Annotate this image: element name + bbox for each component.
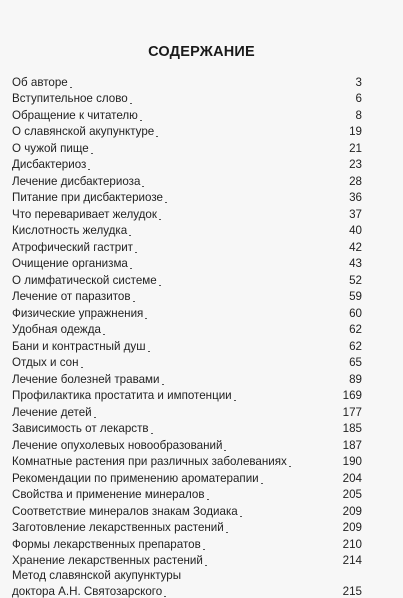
toc-entry — [12, 237, 362, 254]
toc-entry — [12, 468, 362, 485]
toc-entry-page: 205 — [342, 488, 362, 501]
toc-entry — [12, 221, 362, 238]
toc-entry-title: Соответствие минералов знакам Зодиака — [12, 504, 238, 518]
toc-entry — [12, 303, 362, 320]
toc-entry-page: 62 — [349, 339, 362, 353]
toc-entry — [12, 567, 362, 598]
toc-entry — [12, 270, 362, 287]
toc-entry-title: Лечение опухолевых новообразований — [12, 438, 223, 452]
toc-entry-title: Атрофический гастрит — [12, 240, 133, 254]
toc-entry-title: Кислотность желудка — [12, 224, 128, 237]
toc-entry-title: Очищение организма — [12, 257, 128, 270]
toc-entry-page: 37 — [349, 207, 362, 221]
toc-entry-page: 21 — [349, 141, 362, 155]
toc-entry-title: Об авторе — [12, 75, 68, 89]
toc-entry — [12, 287, 362, 304]
toc-entry-page: 89 — [349, 372, 362, 386]
toc-entry-title: Дисбактериоз — [12, 158, 87, 171]
toc-entry-title: Формы лекарственных препаратов — [12, 537, 201, 551]
toc-entry-title: Хранение лекарственных растений — [12, 554, 203, 567]
toc-entry — [12, 188, 362, 205]
toc-entry — [12, 485, 362, 502]
toc-entry-page: 42 — [349, 240, 362, 254]
toc-entry — [12, 336, 362, 353]
toc-entry-title: Комнатные растения при различных заболеваниях — [12, 455, 287, 468]
toc-entry-title: Питание при дисбактериозе — [12, 191, 163, 204]
toc-entry-title: Свойства и применение минералов — [12, 488, 205, 501]
toc-entry — [12, 452, 362, 469]
toc-entry — [12, 501, 362, 518]
toc-entry-page: 190 — [342, 455, 362, 468]
toc-entry — [12, 138, 362, 155]
toc-entry-page: 8 — [355, 108, 362, 122]
toc-entry — [12, 386, 362, 403]
toc-entry-title: О чужой пище — [12, 141, 89, 155]
toc-entry — [12, 254, 362, 271]
toc-entry-page: 210 — [342, 537, 362, 551]
toc-entry-title: Профилактика простатита и импотенции — [12, 389, 232, 402]
toc-entry-title: Лечение дисбактериоза — [12, 174, 141, 188]
toc-entry-page: 214 — [342, 554, 362, 567]
toc-entry — [12, 122, 362, 139]
toc-entry — [12, 402, 362, 419]
toc-entry — [12, 551, 362, 568]
toc-entry — [12, 518, 362, 535]
toc-entry-page: 36 — [349, 191, 362, 204]
toc-entry-title: Обращение к читателю — [12, 108, 138, 122]
toc-entry — [12, 419, 362, 436]
toc-entry — [12, 171, 362, 188]
table-of-contents — [12, 72, 362, 598]
toc-entry-page: 209 — [342, 521, 362, 534]
toc-entry-title: Зависимость от лекарств — [12, 422, 149, 435]
toc-entry-title: Рекомендации по применению ароматерапии — [12, 471, 259, 485]
toc-entry-title: Удобная одежда — [12, 323, 101, 336]
toc-entry-page: 52 — [349, 273, 362, 287]
toc-entry-title: Лечение от паразитов — [12, 290, 131, 303]
toc-entry — [12, 534, 362, 551]
toc-entry-page: 6 — [355, 92, 362, 105]
toc-entry — [12, 369, 362, 386]
toc-entry-page: 177 — [342, 405, 362, 419]
toc-entry-page: 185 — [342, 422, 362, 435]
toc-entry-page: 40 — [349, 224, 362, 237]
toc-entry — [12, 320, 362, 337]
toc-entry-title: Вступительное слово — [12, 92, 128, 105]
toc-entry-page: 204 — [342, 471, 362, 485]
toc-entry-title: О славянской акупунктуре — [12, 125, 155, 138]
toc-entry-title: Лечение детей — [12, 405, 92, 419]
toc-entry — [12, 155, 362, 172]
toc-entry-page: 59 — [349, 290, 362, 303]
toc-entry-title: Заготовление лекарственных растений — [12, 521, 224, 534]
toc-entry-page: 215 — [342, 585, 362, 598]
toc-entry-page: 187 — [342, 438, 362, 452]
toc-entry-title: Отдых и сон — [12, 356, 79, 369]
toc-entry-title: Лечение болезней травами — [12, 372, 160, 386]
toc-entry-title-line2: доктора А.Н. Святозарского — [12, 585, 163, 598]
toc-entry-title: Что переваривает желудок — [12, 207, 157, 221]
toc-entry — [12, 435, 362, 452]
toc-entry-page: 43 — [349, 257, 362, 270]
toc-entry-page: 3 — [355, 75, 362, 89]
toc-entry-title: Физические упражнения — [12, 306, 144, 320]
toc-entry-title-line1: Метод славянской акупунктуры — [12, 569, 182, 582]
toc-entry-page: 62 — [349, 323, 362, 336]
toc-entry — [12, 105, 362, 122]
page-title: СОДЕРЖАНИЕ — [148, 44, 255, 60]
toc-entry-page: 60 — [349, 306, 362, 320]
toc-entry — [12, 204, 362, 221]
toc-entry-page: 19 — [349, 125, 362, 138]
toc-entry-page: 28 — [349, 174, 362, 188]
toc-entry-page: 209 — [342, 504, 362, 518]
toc-entry — [12, 72, 362, 89]
toc-entry — [12, 353, 362, 370]
toc-entry — [12, 89, 362, 106]
toc-entry-page: 169 — [342, 389, 362, 402]
toc-entry-title: О лимфатической системе — [12, 273, 157, 287]
toc-entry-page: 65 — [349, 356, 362, 369]
toc-entry-title: Бани и контрастный душ — [12, 339, 146, 353]
toc-entry-page: 23 — [349, 158, 362, 171]
